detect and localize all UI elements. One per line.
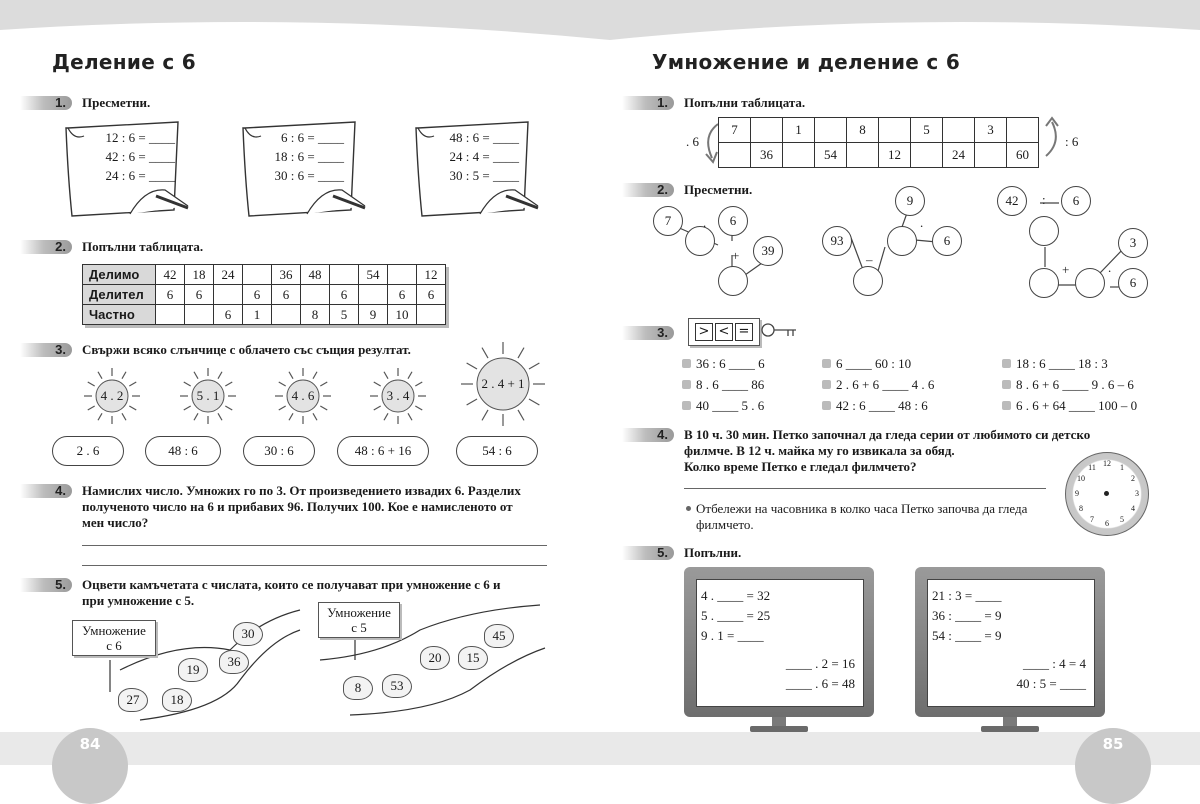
- graph-node: 3: [1118, 228, 1148, 258]
- table-cell[interactable]: [417, 305, 446, 325]
- comparison-item[interactable]: 8 . 6 ____ 86: [696, 377, 765, 392]
- table-cell: 36: [272, 265, 301, 285]
- equation: 21 : 3 = ____: [932, 588, 1002, 603]
- table-cell[interactable]: [185, 305, 214, 325]
- comparison-item[interactable]: 6 ____ 60 : 10: [836, 356, 912, 371]
- exercise-number: 5.: [20, 578, 72, 592]
- exercise-text: полученото число на 6 и прибавих 96. Получих 100. Кое е намисленото от: [82, 499, 513, 514]
- table-cell[interactable]: [272, 305, 301, 325]
- table-cell: 18: [185, 265, 214, 285]
- table-cell: 6: [417, 285, 446, 305]
- monitor-1: [684, 567, 874, 717]
- equals-sign: =: [735, 323, 753, 341]
- graph-node-blank[interactable]: [1075, 268, 1105, 298]
- multiply-by-6-sign: [72, 620, 156, 656]
- graph-node: 6: [718, 206, 748, 236]
- table-cell: 12: [879, 143, 911, 168]
- table-cell[interactable]: [751, 118, 783, 143]
- right-operation: : 6: [1065, 134, 1079, 149]
- checkbox-icon: [682, 401, 691, 410]
- equation: ____ . 6 = 48: [785, 676, 855, 691]
- equation: 40 : 5 = ____: [1016, 676, 1086, 691]
- graph-node-blank[interactable]: [1029, 268, 1059, 298]
- sign-label: с 6: [106, 638, 122, 653]
- checkbox-icon: [682, 359, 691, 368]
- table-cell[interactable]: [214, 285, 243, 305]
- less-than-sign: <: [715, 323, 733, 341]
- comparison-item[interactable]: 40 ____ 5 . 6: [696, 398, 765, 413]
- checkbox-icon: [1002, 359, 1011, 368]
- equation: ____ : 4 = 4: [1023, 656, 1086, 671]
- page-title: Умножение и деление с 6: [652, 50, 961, 74]
- table-cell: 6: [156, 285, 185, 305]
- graph-node: 9: [895, 186, 925, 216]
- table-cell[interactable]: [911, 143, 943, 168]
- operator: .: [920, 215, 924, 230]
- stone[interactable]: 36: [219, 650, 249, 674]
- graph-node-blank[interactable]: [1029, 216, 1059, 246]
- cloud[interactable]: 2 . 6: [52, 436, 124, 466]
- table-cell: 6: [388, 285, 417, 305]
- table-cell: 8: [301, 305, 330, 325]
- operator: .: [1108, 260, 1112, 275]
- answer-line[interactable]: [82, 545, 547, 546]
- table-cell: 3: [975, 118, 1007, 143]
- table-cell[interactable]: [156, 305, 185, 325]
- clock-number: 1: [1120, 463, 1124, 473]
- exercise-number: 5.: [622, 546, 674, 560]
- sheet-2: [237, 118, 367, 233]
- stone[interactable]: 8: [343, 676, 373, 700]
- sheet-3: [410, 118, 540, 233]
- stone[interactable]: 20: [420, 646, 450, 670]
- exercise-text: Попълни таблицата.: [82, 239, 204, 254]
- greater-than-sign: >: [695, 323, 713, 341]
- equation: 5 . ____ = 25: [701, 608, 771, 623]
- stone[interactable]: 19: [178, 658, 208, 682]
- left-page: [0, 0, 600, 765]
- comparison-item[interactable]: 42 : 6 ____ 48 : 6: [836, 398, 928, 413]
- sheet-line: 24 : 4 = ____: [449, 149, 519, 164]
- comparison-item[interactable]: 18 : 6 ____ 18 : 3: [1016, 356, 1108, 371]
- monitor-screen: [696, 579, 864, 707]
- operator: +: [1062, 262, 1070, 277]
- cloud[interactable]: 48 : 6: [145, 436, 221, 466]
- table-cell: 6: [243, 285, 272, 305]
- clock-number: 7: [1090, 514, 1094, 524]
- table-row-label: Делител: [83, 285, 156, 305]
- exercise-text: Пресметни.: [684, 182, 753, 197]
- sign-label: Умножение: [327, 605, 391, 620]
- graph-node-blank[interactable]: [718, 266, 748, 296]
- sun-label[interactable]: 4 . 2: [100, 388, 124, 403]
- exercise-number: 3.: [622, 326, 674, 340]
- table-cell: 36: [751, 143, 783, 168]
- sheet-line: 48 : 6 = ____: [449, 130, 519, 145]
- exercise-text: филмче. В 12 ч. майка му го извикала за обяд.: [684, 443, 955, 458]
- comparison-item[interactable]: 8 . 6 + 6 ____ 9 . 6 – 6: [1016, 377, 1134, 392]
- table-cell: 48: [301, 265, 330, 285]
- operator: +: [732, 248, 740, 263]
- multiply-by-5-sign: [318, 602, 400, 638]
- operator: :: [1042, 192, 1046, 207]
- sun-label[interactable]: 3 . 4: [386, 388, 410, 403]
- table-cell[interactable]: [783, 143, 815, 168]
- stone[interactable]: 45: [484, 624, 514, 648]
- table-cell[interactable]: [388, 265, 417, 285]
- graph-node: 7: [653, 206, 683, 236]
- stone[interactable]: 18: [162, 688, 192, 712]
- sun-label[interactable]: 4 . 6: [291, 388, 315, 403]
- table-cell[interactable]: [719, 143, 751, 168]
- comparison-signs-box: [688, 318, 760, 346]
- clock-number: 6: [1105, 519, 1109, 528]
- answer-line[interactable]: [82, 565, 547, 566]
- left-operation: . 6: [686, 134, 699, 149]
- stone[interactable]: 53: [382, 674, 412, 698]
- bullet-icon: [686, 506, 691, 511]
- table-cell: 8: [847, 118, 879, 143]
- exercise-text: при умножение с 5.: [82, 593, 195, 608]
- graph-node: 6: [932, 226, 962, 256]
- clock-icon[interactable]: [1065, 452, 1149, 536]
- table-cell: 5: [911, 118, 943, 143]
- table-cell[interactable]: [301, 285, 330, 305]
- graph-node: 42: [997, 186, 1027, 216]
- table-cell[interactable]: [1007, 118, 1039, 143]
- table-cell[interactable]: [879, 118, 911, 143]
- exercise-number: 3.: [20, 343, 72, 357]
- sheet-line: 42 : 6 = ____: [105, 149, 175, 164]
- clock-number: 11: [1088, 463, 1096, 473]
- clock-number: 2: [1130, 474, 1135, 483]
- table-cell: 6: [272, 285, 301, 305]
- table-cell: 5: [330, 305, 359, 325]
- answer-line[interactable]: [684, 488, 1046, 489]
- table-cell: 24: [214, 265, 243, 285]
- graph-node: 93: [822, 226, 852, 256]
- clock-number: 12: [1103, 459, 1111, 468]
- table-cell: 10: [388, 305, 417, 325]
- bullet-text: филмчето.: [696, 517, 754, 532]
- page-title: Деление с 6: [52, 50, 196, 74]
- page-number-right: 85: [1075, 728, 1151, 804]
- table-cell: 54: [359, 265, 388, 285]
- exercise-text: мен число?: [82, 515, 149, 530]
- sheet-line: 30 : 5 = ____: [449, 168, 519, 183]
- table-cell[interactable]: [330, 265, 359, 285]
- table-cell: 54: [815, 143, 847, 168]
- sheet-line: 24 : 6 = ____: [105, 168, 175, 183]
- table-cell[interactable]: [359, 285, 388, 305]
- table-cell[interactable]: [975, 143, 1007, 168]
- monitor-screen: [927, 579, 1095, 707]
- stone[interactable]: 15: [458, 646, 488, 670]
- clock-number: 10: [1077, 474, 1086, 483]
- exercise-text: Оцвети камъчетата с числата, които се получават при умножение с 6 и: [82, 577, 501, 592]
- exercise-text: В 10 ч. 30 мин. Петко започнал да гледа серии от любимото си детско: [684, 427, 1091, 442]
- equation: 36 : ____ = 9: [932, 608, 1002, 623]
- bottom-band: [0, 732, 1200, 765]
- operator: .: [703, 215, 707, 230]
- sun-label[interactable]: 5 . 1: [196, 388, 220, 403]
- graph-node-blank[interactable]: [685, 226, 715, 256]
- exercise-text: Пресметни.: [82, 95, 151, 110]
- operator: –: [866, 252, 873, 267]
- bullet-text: Отбележи на часовника в колко часа Петко започва да гледа: [696, 501, 1028, 516]
- table-cell: 12: [417, 265, 446, 285]
- table-cell: 1: [783, 118, 815, 143]
- exercise-text: Колко време Петко е гледал филмчето?: [684, 459, 917, 474]
- clock-number: 5: [1120, 514, 1124, 524]
- arrow-up-icon: [1040, 112, 1065, 162]
- table-cell[interactable]: [243, 265, 272, 285]
- checkbox-icon: [822, 401, 831, 410]
- sheet-line: 12 : 6 = ____: [105, 130, 175, 145]
- exercise-number: 2.: [20, 240, 72, 254]
- exercise-number: 2.: [622, 183, 674, 197]
- exercise-number: 1.: [622, 96, 674, 110]
- clock-number: 9: [1075, 489, 1079, 498]
- multiply-divide-table: [718, 117, 1039, 168]
- clock-center: [1104, 491, 1109, 496]
- table-cell: 6: [214, 305, 243, 325]
- table-cell: 24: [943, 143, 975, 168]
- graph-node-blank[interactable]: [887, 226, 917, 256]
- exercise-number: 4.: [622, 428, 674, 442]
- table-cell: 1: [243, 305, 272, 325]
- checkbox-icon: [1002, 401, 1011, 410]
- sheet-line: 6 : 6 = ____: [281, 130, 344, 145]
- equation: ____ . 2 = 16: [785, 656, 855, 671]
- exercise-number: 1.: [20, 96, 72, 110]
- graph-node: 6: [1118, 268, 1148, 298]
- clock-number: 3: [1135, 489, 1139, 498]
- table-cell: 6: [185, 285, 214, 305]
- clock-number: 4: [1130, 504, 1135, 513]
- exercise-text: Свържи всяко слънчице с облачето със същия резултат.: [82, 342, 411, 357]
- graph-node-blank[interactable]: [853, 266, 883, 296]
- cloud[interactable]: 54 : 6: [456, 436, 538, 466]
- comparison-item[interactable]: 6 . 6 + 64 ____ 100 – 0: [1016, 398, 1138, 413]
- comparison-item[interactable]: 2 . 6 + 6 ____ 4 . 6: [836, 377, 935, 392]
- table-cell[interactable]: [847, 143, 879, 168]
- key-icon: [760, 320, 800, 344]
- monitor-2: [915, 567, 1105, 717]
- table-cell[interactable]: [943, 118, 975, 143]
- table-row-label: Делимо: [83, 265, 156, 285]
- sign-label: Умножение: [82, 623, 146, 638]
- exercise-number: 4.: [20, 484, 72, 498]
- checkbox-icon: [822, 380, 831, 389]
- stone[interactable]: 30: [233, 622, 263, 646]
- exercise-text: Попълни.: [684, 545, 742, 560]
- cloud[interactable]: 48 : 6 + 16: [337, 436, 429, 466]
- sun-label[interactable]: 2 . 4 + 1: [481, 376, 525, 391]
- sheet-1: [60, 118, 190, 233]
- exercise-text: Намислих число. Умножих го по 3. От произведението извадих 6. Разделих: [82, 483, 521, 498]
- checkbox-icon: [822, 359, 831, 368]
- table-cell: 6: [330, 285, 359, 305]
- table-row-label: Частно: [83, 305, 156, 325]
- equation: 4 . ____ = 32: [701, 588, 771, 603]
- equation: 9 . 1 = ____: [701, 628, 764, 643]
- table-cell: 7: [719, 118, 751, 143]
- table-cell: 9: [359, 305, 388, 325]
- stone[interactable]: 27: [118, 688, 148, 712]
- exercise-text: Попълни таблицата.: [684, 95, 806, 110]
- graph-node: 39: [753, 236, 783, 266]
- checkbox-icon: [682, 380, 691, 389]
- checkbox-icon: [1002, 380, 1011, 389]
- equation: 54 : ____ = 9: [932, 628, 1002, 643]
- graph-node: 6: [1061, 186, 1091, 216]
- table-cell: 60: [1007, 143, 1039, 168]
- comparison-item[interactable]: 36 : 6 ____ 6: [696, 356, 765, 371]
- sheet-line: 18 : 6 = ____: [274, 149, 344, 164]
- page-number-left: 84: [52, 728, 128, 804]
- sign-label: с 5: [351, 620, 367, 635]
- division-table: [82, 264, 446, 325]
- table-cell: 42: [156, 265, 185, 285]
- sheet-line: 30 : 6 = ____: [274, 168, 344, 183]
- cloud[interactable]: 30 : 6: [243, 436, 315, 466]
- table-cell[interactable]: [815, 118, 847, 143]
- right-page: [600, 0, 1200, 765]
- clock-number: 8: [1079, 504, 1084, 513]
